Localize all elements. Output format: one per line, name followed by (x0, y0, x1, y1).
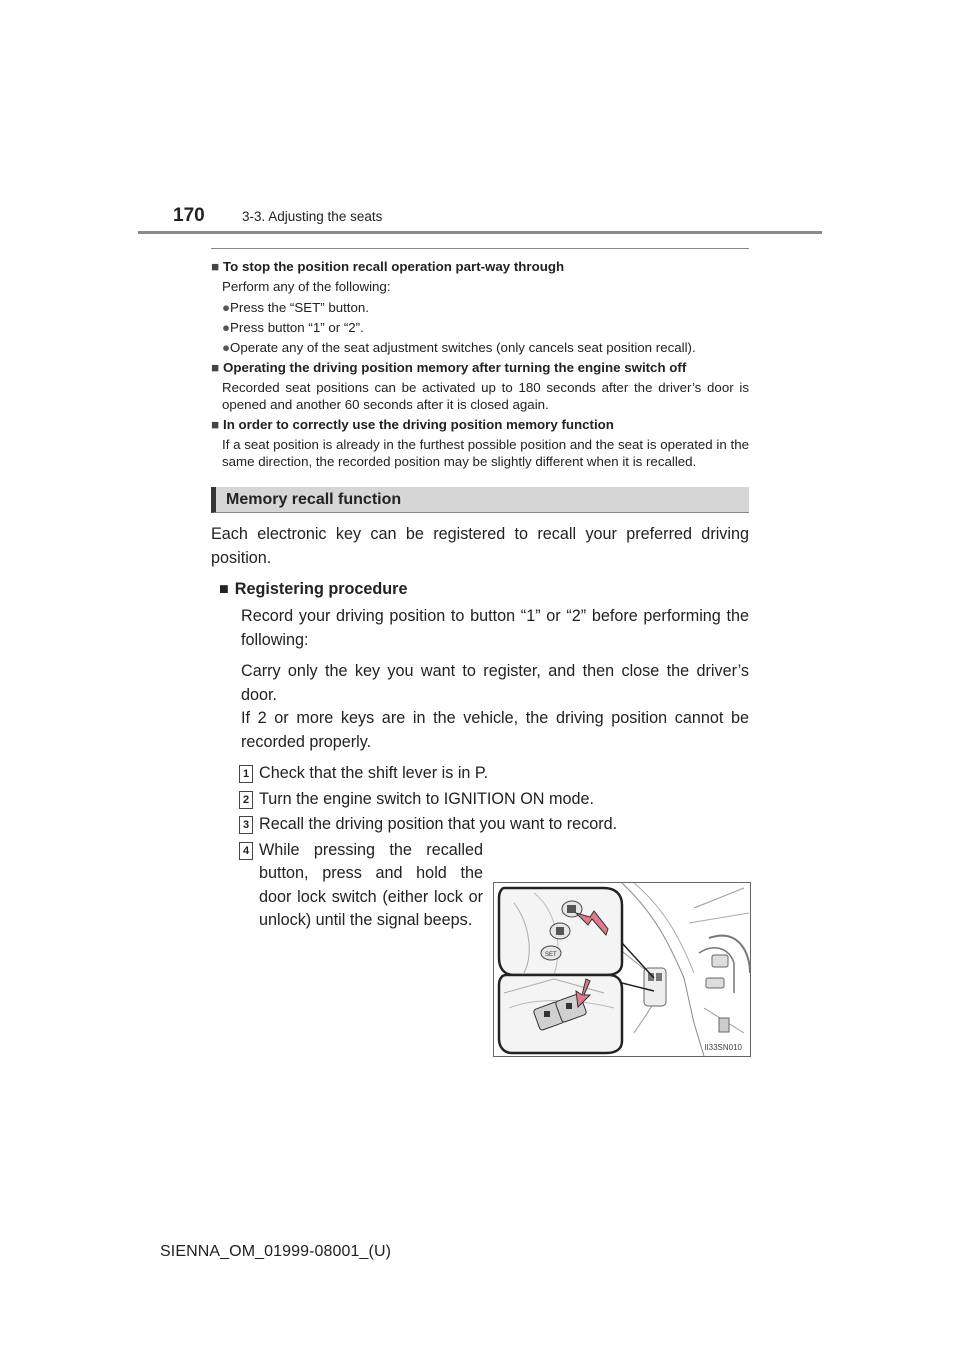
note-text: Perform any of the following: (222, 279, 391, 294)
bullet-dot-icon: ● (222, 300, 231, 315)
step-item: 3 Recall the driving position that you want to record. (241, 813, 749, 837)
door-switch-illustration (493, 882, 751, 1057)
note-text: Recorded seat positions can be activated up to 180 seconds after the driver’s door is opened and another 60 seconds after it is closed again. (222, 380, 749, 412)
procedure-paragraph: Carry only the key you want to register, and then close the driver’s door. (241, 662, 749, 704)
bullet-dot-icon: ● (222, 340, 231, 355)
note-heading: ■ Operating the driving position memory after turning the engine switch off (211, 360, 687, 375)
section-title: 3-3. Adjusting the seats (242, 209, 383, 224)
bullet-item: ●Press button “1” or “2”. (222, 320, 364, 335)
step-number-badge: 3 (239, 816, 253, 834)
document-id: SIENNA_OM_01999-08001_(U) (160, 1243, 392, 1260)
step-item: 2 Turn the engine switch to IGNITION ON mode. (241, 788, 749, 812)
step-item: 4 While pressing the recalled button, press and hold the door lock switch (either lock or unlock) until the signal beeps. (241, 839, 749, 933)
step-number-badge: 2 (239, 791, 253, 809)
subsection-heading: ■ Registering procedure (219, 580, 408, 598)
square-bullet-icon: ■ (211, 417, 220, 432)
note-heading: ■ In order to correctly use the driving position memory function (211, 417, 614, 432)
bullet-dot-icon: ● (222, 320, 231, 335)
note-text: If a seat position is already in the furthest possible position and the seat is operated in the same direction, the recorded position may be slightly different when it is recalled. (222, 437, 749, 469)
header-rule (138, 231, 822, 234)
top-rule (211, 248, 749, 249)
bullet-item: ●Operate any of the seat adjustment switches (only cancels seat position recall). (222, 340, 696, 355)
square-bullet-icon: ■ (211, 259, 220, 274)
step-item: 1 Check that the shift lever is in P. (241, 762, 749, 786)
page-number: 170 (173, 205, 205, 226)
intro-paragraph: Each electronic key can be registered to recall your preferred driving position. (211, 525, 749, 567)
procedure-paragraph: Record your driving position to button “1” or “2” before performing the following: (241, 607, 749, 649)
set-button-label: SET (545, 952, 557, 958)
car-interior-drawing (494, 883, 750, 1056)
note-heading: ■ To stop the position recall operation part-way through (211, 259, 565, 274)
figure-code: II33SN010 (704, 1043, 742, 1052)
square-bullet-icon: ■ (211, 360, 220, 375)
square-bullet-icon: ■ (219, 580, 229, 598)
step-number-badge: 1 (239, 765, 253, 783)
section-banner: Memory recall function (211, 487, 749, 513)
procedure-paragraph: If 2 or more keys are in the vehicle, the driving position cannot be recorded properly. (241, 709, 749, 751)
step-number-badge: 4 (239, 842, 253, 860)
content (211, 248, 749, 935)
bullet-item: ●Press the “SET” button. (222, 300, 369, 315)
